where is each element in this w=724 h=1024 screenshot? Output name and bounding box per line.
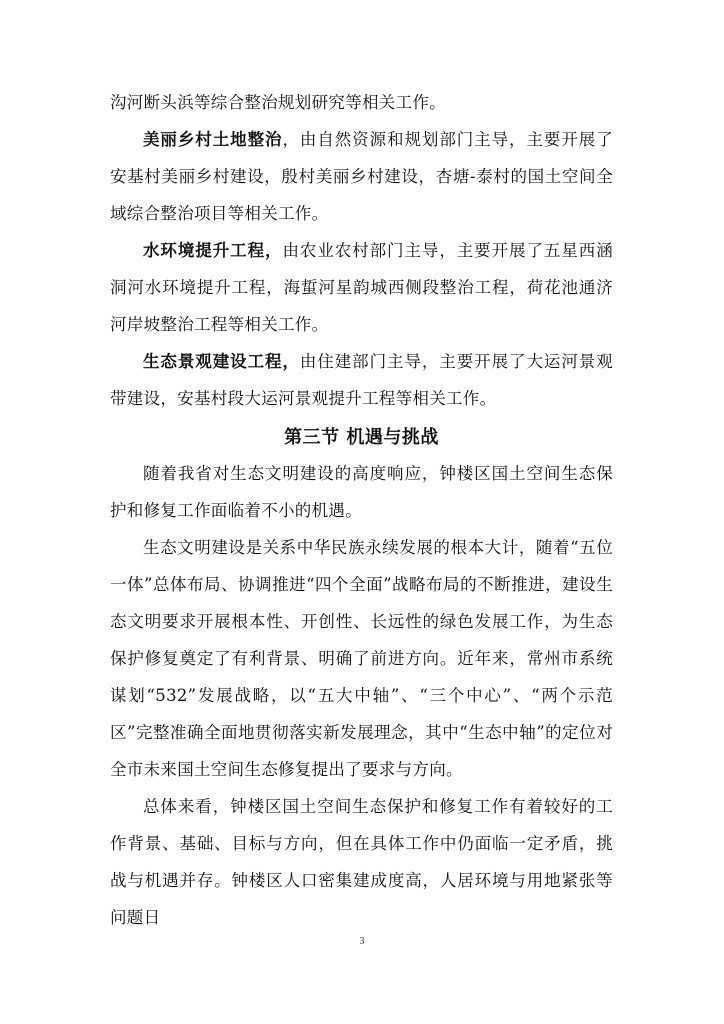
paragraph-landscape-construction — [110, 343, 613, 417]
paragraph-ecological-civilization: 生态文明建设是关系中华民族永续发展的根本大计，随着“五位一体”总体布局、协调推进“四个全面”战略布局的不断推进，建设生态文明要求开展根本性、开创性、长远性的绿色发展工作，为生态保护修复奠定了有利背景、明确了前进方向。近年来，常州市系统谋划“532”发展战略，以“五大中轴”、“三个中心”、“两个示范区”完整准确全面地贯彻落实新发展理念，其中“生态中轴”的定位对全市未来国土空间生态修复提出了要求与方向。 — [110, 538, 613, 779]
paragraph-challenges: 总体来看，钟楼区国土空间生态保护和修复工作有着较好的工作背景、基础、目标与方向，但在具体工作中仍面临一定矛盾，挑战与机遇并存。钟楼区人口密集建成度高，人居环境与用地紧张等问题日 — [110, 797, 613, 927]
paragraph-continuation: 沟河断头浜等综合整治规划研究等相关工作。 — [110, 93, 446, 112]
paragraph-lead-term: 生态景观建设工程， — [143, 352, 300, 371]
section-heading: 第三节 机遇与挑战 — [284, 427, 439, 448]
document-page — [110, 84, 613, 936]
paragraph-body: 由农业农村部门主导，主要开展了五星西涵洞河水环境提升工程，海蜇河星韵城西侧段整治工程，荷花池通济河岸坡整治工程等相关工作。 — [110, 241, 614, 334]
paragraph-lead-term: 水环境提升工程， — [143, 241, 283, 260]
paragraph-water-environment — [110, 232, 613, 343]
paragraph-lead-term: 美丽乡村土地整治 — [143, 130, 283, 149]
paragraph-body: ，由自然资源和规划部门主导，主要开展了安基村美丽乡村建设，殷村美丽乡村建设，杏塘-泰村的国土空间全域综合整治项目等相关工作。 — [110, 130, 614, 223]
paragraph-rural-land-remediation — [110, 121, 613, 232]
page-number: 3 — [359, 936, 365, 947]
paragraph-body: 由住建部门主导，主要开展了大运河景观带建设，安基村段大运河景观提升工程等相关工作。 — [110, 352, 613, 408]
paragraph-opportunity: 随着我省对生态文明建设的高度响应，钟楼区国土空间生态保护和修复工作面临着不小的机遇。 — [110, 464, 613, 520]
